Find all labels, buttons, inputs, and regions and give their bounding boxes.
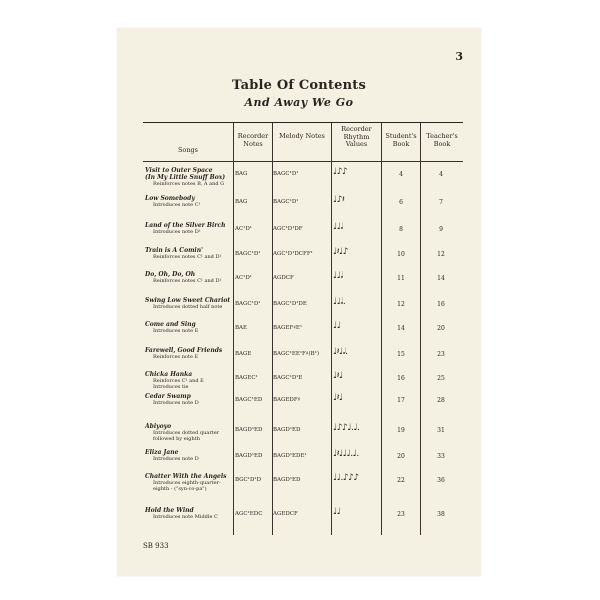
recorder-notes-cell: BAE	[235, 325, 248, 331]
recorder-notes-cell: BAGC¹D¹	[235, 251, 261, 257]
student-book-page: 17	[397, 397, 405, 404]
melody-notes-cell: AGEDCF	[273, 511, 298, 517]
header-teacher-book: Teacher's Book	[426, 132, 458, 148]
song-cell	[145, 507, 231, 520]
rhythm-values-cell: ♩𝄽♩	[333, 393, 343, 403]
student-book-page: 10	[397, 251, 405, 258]
rhythm-values-cell: ♩♪♪	[333, 167, 348, 177]
book-page	[117, 28, 481, 576]
melody-notes-cell: BAGC¹EE¹F♯(B¹)	[273, 351, 320, 357]
song-note: Introduces note D	[153, 456, 199, 462]
song-title: Low Somebody	[145, 195, 195, 202]
song-subtitle: (In My Little Snuff Box)	[145, 174, 226, 181]
melody-notes-cell: BAGD¹ED	[273, 477, 301, 483]
recorder-notes-cell: BAGD¹ED	[235, 427, 263, 433]
song-cell	[145, 167, 231, 187]
rhythm-values-cell: ♩♪♪♩.♩.	[333, 423, 360, 433]
melody-notes-cell: BAGC¹D¹	[273, 171, 299, 177]
teacher-book-page: 20	[437, 325, 445, 332]
song-note: Introduces note D	[153, 400, 199, 406]
song-title: Hold the Wind	[145, 507, 194, 514]
melody-notes-cell: BAGEF♯E¹	[273, 325, 303, 331]
recorder-notes-cell: AC¹D¹	[235, 275, 252, 281]
student-book-page: 16	[397, 375, 405, 382]
rhythm-values-cell: ♩♩𝅗𝅥	[333, 222, 343, 232]
song-title: Visit to Outer Space	[145, 167, 213, 174]
teacher-book-page: 25	[437, 375, 445, 382]
catalog-number: SB 933	[143, 542, 169, 550]
song-title: Chatter With the Angels	[145, 473, 227, 480]
song-cell	[145, 247, 231, 260]
teacher-book-page: 23	[437, 351, 445, 358]
rhythm-values-cell: ♩𝄽♩♩♩.♩.	[333, 449, 359, 459]
song-cell	[145, 423, 231, 442]
student-book-page: 19	[397, 427, 405, 434]
rhythm-values-cell: ♩𝄽♩♪	[333, 247, 348, 257]
recorder-notes-cell: BAGC¹ED	[235, 397, 263, 403]
table-row	[143, 507, 463, 547]
song-title: Train is A Comin'	[145, 247, 203, 254]
recorder-notes-cell: BAG	[235, 171, 248, 177]
recorder-notes-cell: BGC¹D¹D	[235, 477, 261, 483]
song-note: followed by eighth	[153, 436, 200, 443]
melody-notes-cell: BAGEDF♯	[273, 397, 301, 403]
teacher-book-page: 16	[437, 301, 445, 308]
rhythm-values-cell: ♩♩𝅗𝅥.	[333, 297, 346, 307]
song-cell	[145, 449, 231, 462]
header-rhythm-values: Recorder Rhythm Values	[341, 125, 372, 148]
book-subtitle: And Away We Go	[244, 96, 354, 109]
song-note: Introduces note D¹	[153, 229, 201, 235]
teacher-book-page: 7	[439, 199, 443, 206]
song-cell	[145, 347, 231, 360]
contents-table	[143, 122, 463, 535]
rhythm-values-cell: ♩♩	[333, 321, 341, 331]
recorder-notes-cell: BAG	[235, 199, 248, 205]
song-cell	[145, 222, 231, 235]
song-title: Chicka Hanka	[145, 371, 193, 378]
teacher-book-page: 31	[437, 427, 445, 434]
header-melody-notes: Melody Notes	[279, 132, 325, 140]
song-note: Introduces dotted quarter	[153, 430, 220, 436]
teacher-book-page: 36	[437, 477, 445, 484]
page-title: Table Of Contents	[231, 78, 367, 93]
header-recorder-notes: Recorder Notes	[237, 132, 269, 148]
song-note: Reinforces notes C¹ and D¹	[153, 278, 222, 284]
melody-notes-cell: BAGC¹D¹	[273, 199, 299, 205]
song-title: Swing Low Sweet Chariot	[145, 297, 231, 304]
song-note: Reinforces notes B, A and G	[153, 181, 225, 187]
song-cell	[145, 271, 231, 284]
rhythm-values-cell: ♩♪𝄽	[333, 195, 345, 205]
student-book-page: 12	[397, 301, 405, 308]
song-title: Farewell, Good Friends	[145, 347, 223, 354]
song-note: Reinforces notes C¹ and D¹	[153, 254, 222, 260]
song-cell	[145, 297, 231, 310]
song-note: Reinforces C¹ and E	[153, 378, 204, 384]
song-title: Land of the Silver Birch	[145, 222, 226, 229]
student-book-page: 4	[399, 171, 403, 178]
student-book-page: 22	[397, 477, 405, 484]
song-title: Eliza Jane	[145, 449, 179, 456]
student-book-page: 14	[397, 325, 405, 332]
recorder-notes-cell: BAGEC¹	[235, 375, 258, 381]
song-note: Introduces note E	[153, 328, 199, 334]
song-title: Come and Sing	[145, 321, 196, 328]
melody-notes-cell: BAGC¹D¹DE	[273, 301, 307, 307]
recorder-notes-cell: BAGC¹D¹	[235, 301, 261, 307]
song-title: Cedar Swamp	[145, 393, 191, 400]
recorder-notes-cell: BAGD¹ED	[235, 453, 263, 459]
song-note: Introduces tie	[153, 384, 189, 391]
song-note: Introduces note C¹	[153, 202, 201, 208]
rhythm-values-cell: ♩𝄽♩	[333, 371, 343, 381]
header-divider	[143, 161, 463, 162]
song-note: Introduces dotted half note	[153, 304, 223, 310]
melody-notes-cell: AGC¹D¹DCFF¹	[273, 251, 313, 257]
song-note: Introduces eighth-quarter-	[153, 480, 221, 486]
student-book-page: 15	[397, 351, 405, 358]
melody-notes-cell: BAGD¹ED	[273, 427, 301, 433]
teacher-book-page: 4	[439, 171, 443, 178]
recorder-notes-cell: AC¹D¹	[235, 226, 252, 232]
student-book-page: 20	[397, 453, 405, 460]
rhythm-values-cell: ♩𝄽♩𝅗𝅥.	[333, 347, 348, 357]
page-number: 3	[455, 50, 463, 63]
melody-notes-cell: AGC¹D¹DF	[273, 226, 303, 232]
student-book-page: 6	[399, 199, 403, 206]
recorder-notes-cell: BAGE	[235, 351, 252, 357]
song-cell	[145, 473, 231, 492]
song-cell	[145, 371, 231, 390]
header-songs: Songs	[177, 146, 199, 154]
student-book-page: 23	[397, 511, 405, 518]
song-cell	[145, 393, 231, 406]
teacher-book-page: 9	[439, 226, 443, 233]
rhythm-values-cell: ♩♩	[333, 507, 341, 517]
teacher-book-page: 38	[437, 511, 445, 518]
song-cell	[145, 195, 231, 208]
student-book-page: 8	[399, 226, 403, 233]
rhythm-values-cell: ♩♩.♪♪♪	[333, 473, 359, 483]
teacher-book-page: 14	[437, 275, 445, 282]
song-title: Abiyoyo	[145, 423, 172, 430]
song-note: Introduces note Middle C	[153, 514, 218, 520]
song-note: Reinforces note E	[153, 354, 199, 360]
melody-notes-cell: AGDCF	[273, 275, 294, 281]
song-cell	[145, 321, 231, 334]
recorder-notes-cell: AGC¹EDC	[235, 511, 263, 517]
song-note: eighth - ("syn-co-pa")	[153, 486, 207, 493]
header-student-book: Student's Book	[385, 132, 417, 148]
melody-notes-cell: BAGC¹D¹E	[273, 375, 303, 381]
melody-notes-cell: BAGD¹EDE¹	[273, 453, 307, 459]
song-title: Do, Oh, Do, Oh	[145, 271, 196, 278]
teacher-book-page: 33	[437, 453, 445, 460]
teacher-book-page: 12	[437, 251, 445, 258]
teacher-book-page: 28	[437, 397, 445, 404]
rhythm-values-cell: ♩♩𝅗𝅥	[333, 271, 343, 281]
student-book-page: 11	[397, 275, 405, 282]
